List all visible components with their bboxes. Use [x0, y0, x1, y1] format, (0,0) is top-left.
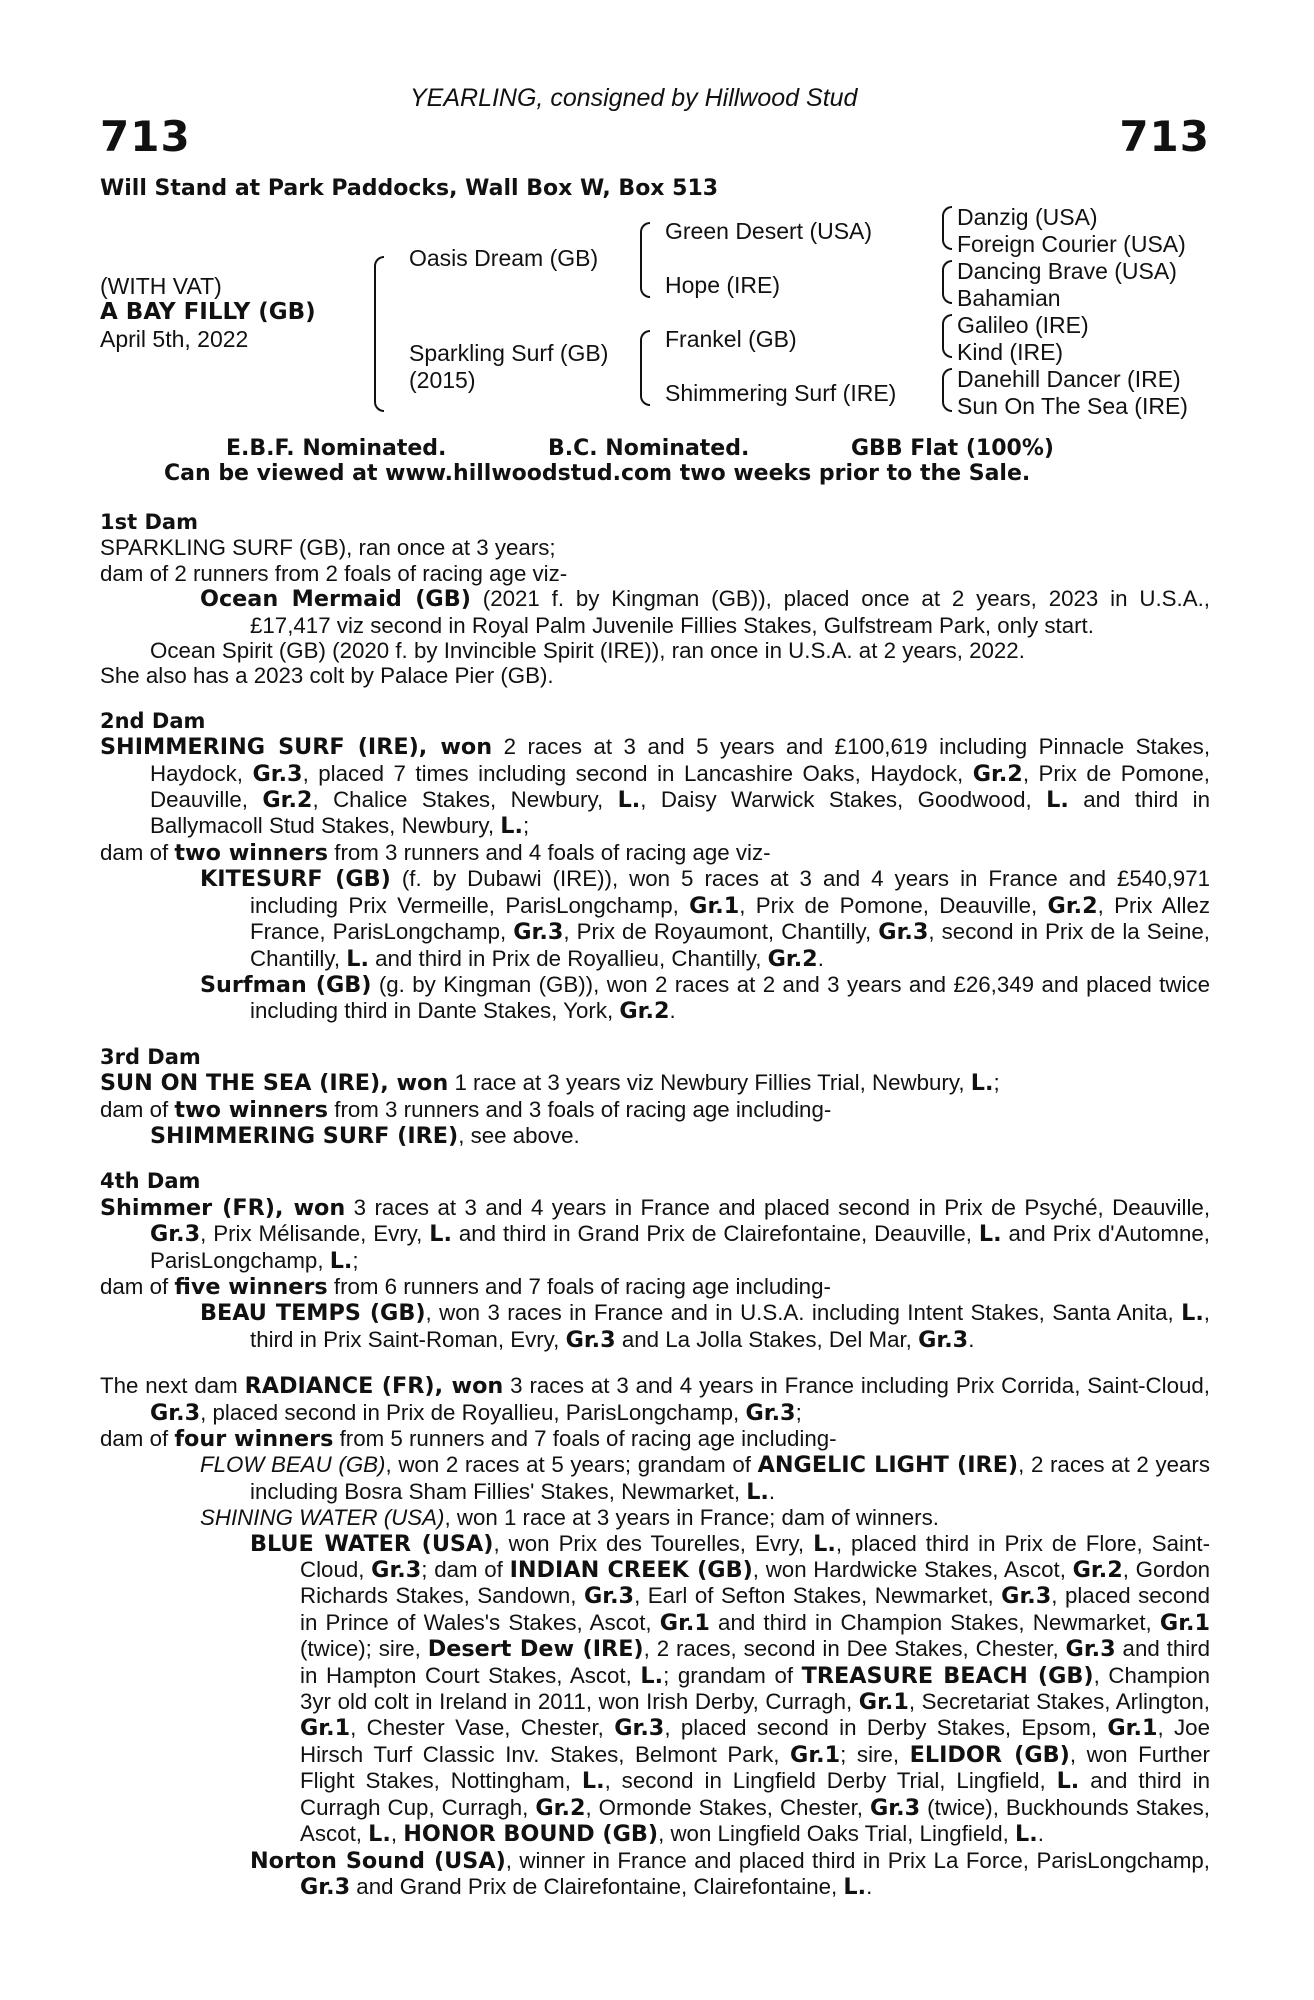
pedigree-sdd: Bahamian	[957, 285, 1061, 311]
pedigree-brace-dam	[640, 330, 650, 406]
progeny-entry: KITESURF (GB) (f. by Dubawi (IRE)), won 5 races at 3 and 4 years in France and £540,971 including Prix Vermeille, ParisLongchamp, Gr.1, Prix de Pomone, Deauville, Gr.2, Prix Allez France, ParisLongchamp, Gr.3, Prix de Royaumont, Chantilly, Gr.3, second in Prix de la Seine, Chantilly, L. and third in Prix de Royallieu, Chantilly, Gr.2.	[200, 866, 1210, 972]
bc-nominated: B.C. Nominated.	[548, 436, 750, 461]
first-dam-heading: 1st Dam	[100, 510, 198, 534]
pedigree-dam: Sparkling Surf (GB)	[409, 340, 609, 366]
horse-name: A BAY FILLY (GB)	[100, 299, 316, 325]
progeny-entry: BLUE WATER (USA), won Prix des Tourelles, Evry, L., placed third in Prix de Flore, Saint-Cloud, Gr.3; dam of INDIAN CREEK (GB), won Hardwicke Stakes, Ascot, Gr.2, Gordon Richards Stakes, Sandown, Gr.3, Earl of Sefton Stakes, Newmarket, Gr.3, placed second in Prince of Wales's Stakes, Ascot, Gr.1 and third in Champion Stakes, Newmarket, Gr.1 (twice); sire, Desert Dew (IRE), 2 races, second in Dee Stakes, Chester, Gr.3 and third in Hampton Court Stakes, Ascot, L.; grandam of TREASURE BEACH (GB), Champion 3yr old colt in Ireland in 2011, won Irish Derby, Curragh, Gr.1, Secretariat Stakes, Arlington, Gr.1, Chester Vase, Chester, Gr.3, placed second in Derby Stakes, Epsom, Gr.1, Joe Hirsch Turf Classic Inv. Stakes, Belmont Park, Gr.1; sire, ELIDOR (GB), won Further Flight Stakes, Nottingham, L., second in Lingfield Derby Trial, Lingfield, L. and third in Curragh Cup, Curragh, Gr.2, Ormonde Stakes, Chester, Gr.3 (twice), Buckhounds Stakes, Ascot, L., HONOR BOUND (GB), won Lingfield Oaks Trial, Lingfield, L..	[250, 1530, 1211, 1848]
fourth-dam-heading: 4th Dam	[100, 1169, 201, 1194]
progeny-entry: Ocean Mermaid (GB) (2021 f. by Kingman (GB)), placed once at 2 years, 2023 in U.S.A., £17,417 viz second in Royal Palm Juvenile Fillies Stakes, Gulfstream Park, only start.	[200, 586, 1210, 638]
first-dam-foal-note: She also has a 2023 colt by Palace Pier (GB).	[100, 663, 554, 689]
ebf-nominated: E.B.F. Nominated.	[226, 436, 447, 461]
pedigree-brace-main	[374, 256, 384, 412]
pedigree-sd: Hope (IRE)	[665, 272, 781, 298]
stand-location: Will Stand at Park Paddocks, Wall Box W, Box 513	[100, 176, 719, 201]
pedigree-brace-sd	[942, 260, 952, 304]
progeny-entry: Surfman (GB) (g. by Kingman (GB)), won 2 races at 2 and 3 years and £26,349 and placed twice including third in Dante Stakes, York, Gr.2.	[200, 971, 1210, 1025]
pedigree-dds: Danehill Dancer (IRE)	[957, 366, 1181, 392]
fourth-dam-record: Shimmer (FR), won 3 races at 3 and 4 years in France and placed second in Prix de Psyché, Deauville, Gr.3, Prix Mélisande, Evry, L. and third in Grand Prix de Clairefontaine, Deauville, L. and Prix d'Automne, ParisLongchamp, L.;	[100, 1194, 1211, 1274]
pedigree-sds: Dancing Brave (USA)	[957, 258, 1177, 284]
progeny-entry: Ocean Spirit (GB) (2020 f. by Invincible Spirit (IRE)), ran once in U.S.A. at 2 years, 2022.	[150, 638, 1025, 664]
second-dam-record: SHIMMERING SURF (IRE), won 2 races at 3 and 5 years and £100,619 including Pinnacle Stakes, Haydock, Gr.3, placed 7 times including second in Lancashire Oaks, Haydock, Gr.2, Prix de Pomone, Deauville, Gr.2, Chalice Stakes, Newbury, L., Daisy Warwick Stakes, Goodwood, L. and third in Ballymacoll Stud Stakes, Newbury, L.;	[100, 734, 1211, 840]
pedigree-brace-dd	[942, 368, 952, 412]
pedigree-sire: Oasis Dream (GB)	[409, 245, 599, 271]
progeny-entry: BEAU TEMPS (GB), won 3 races in France and in U.S.A. including Intent Stakes, Santa Anita, L., third in Prix Saint-Roman, Evry, Gr.3 and La Jolla Stakes, Del Mar, Gr.3.	[200, 1300, 1210, 1353]
next-dam-record: The next dam RADIANCE (FR), won 3 races at 3 and 4 years in France including Prix Corrida, Saint-Cloud, Gr.3, placed second in Prix de Royallieu, ParisLongchamp, Gr.3;	[100, 1373, 1210, 1426]
pedigree-dam-year: (2015)	[409, 367, 476, 393]
first-dam-line: SPARKLING SURF (GB), ran once at 3 years;	[100, 535, 556, 561]
viewing-note: Can be viewed at www.hillwoodstud.com two weeks prior to the Sale.	[164, 461, 1031, 486]
fourth-dam-produce-line: dam of five winners from 6 runners and 7 foals of racing age including-	[100, 1273, 831, 1300]
vat-note: (WITH VAT)	[100, 273, 222, 299]
next-dam-produce-line: dam of four winners from 5 runners and 7 foals of racing age including-	[100, 1426, 837, 1452]
pedigree-ss: Green Desert (USA)	[665, 218, 873, 244]
pedigree-dss: Galileo (IRE)	[957, 312, 1089, 338]
pedigree-brace-ss	[942, 206, 952, 250]
gbb-flat: GBB Flat (100%)	[851, 436, 1054, 461]
foaling-date: April 5th, 2022	[100, 326, 249, 352]
pedigree-brace-sire	[640, 222, 650, 298]
progeny-entry: SHIMMERING SURF (IRE), see above.	[150, 1122, 580, 1149]
second-dam-heading: 2nd Dam	[100, 708, 206, 733]
third-dam-heading: 3rd Dam	[100, 1044, 201, 1069]
progeny-entry: Norton Sound (USA), winner in France and placed third in Prix La Force, ParisLongchamp, Gr.3 and Grand Prix de Clairefontaine, Clairefontaine, L..	[250, 1847, 1210, 1900]
third-dam-record: SUN ON THE SEA (IRE), won 1 race at 3 years viz Newbury Fillies Trial, Newbury, L.;	[100, 1070, 1000, 1097]
pedigree-sss: Danzig (USA)	[957, 204, 1098, 230]
third-dam-produce-line: dam of two winners from 3 runners and 3 foals of racing age including-	[100, 1096, 832, 1123]
pedigree-ddd: Sun On The Sea (IRE)	[957, 393, 1188, 419]
consignor-line: YEARLING, consigned by Hillwood Stud	[410, 84, 858, 112]
pedigree-ds: Frankel (GB)	[665, 326, 797, 352]
first-dam-produce-line: dam of 2 runners from 2 foals of racing age viz-	[100, 560, 568, 586]
lot-number-left: 713	[100, 112, 191, 161]
progeny-entry: SHINING WATER (USA), won 1 race at 3 years in France; dam of winners.	[200, 1505, 939, 1531]
pedigree-dsd: Kind (IRE)	[957, 339, 1064, 365]
second-dam-produce-line: dam of two winners from 3 runners and 4 foals of racing age viz-	[100, 839, 771, 866]
progeny-entry: FLOW BEAU (GB), won 2 races at 5 years; grandam of ANGELIC LIGHT (IRE), 2 races at 2 years including Bosra Sham Fillies' Stakes, Newmarket, L..	[200, 1452, 1210, 1505]
produce-record	[100, 510, 1210, 1900]
pedigree-dd: Shimmering Surf (IRE)	[665, 380, 897, 406]
lot-number-right: 713	[1119, 112, 1210, 161]
pedigree-ssd: Foreign Courier (USA)	[957, 231, 1186, 257]
pedigree-brace-ds	[942, 314, 952, 358]
